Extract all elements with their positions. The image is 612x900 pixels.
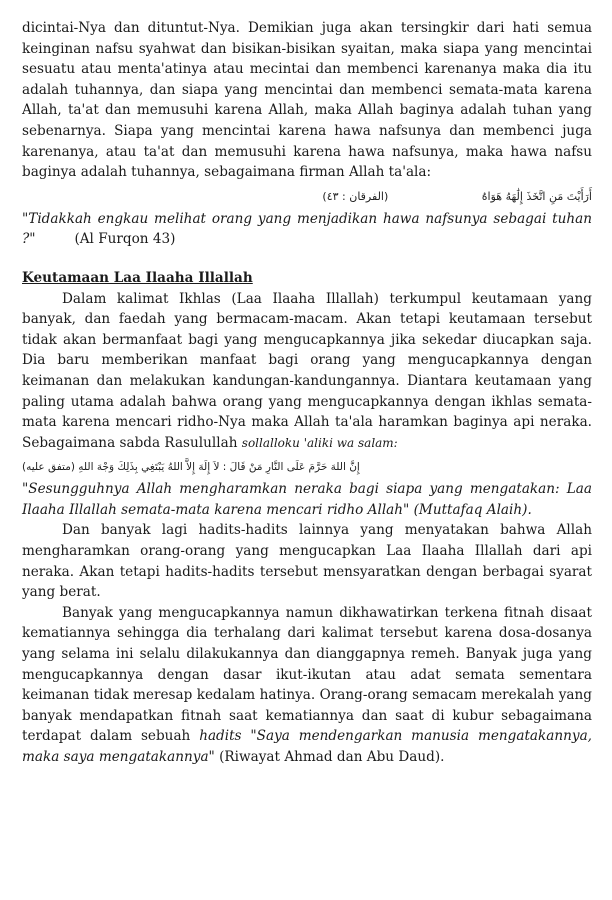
paragraph-fitnah <box>22 603 592 768</box>
paragraph-intro: dicintai-Nya dan dituntut-Nya. Demikian juga akan tersingkir dari hati semua keinginan nafsu syahwat dan bisikan-bisikan syaitan, maka siapa yang mencintai sesuatu atau menta'atinya atau mecintai dan membenci karenanya maka dia itu adalah tuhannya, dan siapa yang mencintai dan membenci semata-mata karena Allah, ta'at dan memusuhi karena Allah, maka Allah baginya adalah tuhan yang sebenarnya. Siapa yang mencintai karena hawa nafsunya dan membenci juga karenanya, atau ta'at dan memusuhi karena hawa nafsunya, maka hawa nafsu baginya adalah tuhannya, sebagaimana firman Allah ta'ala: <box>22 20 592 181</box>
arabic-hadith: إِنَّ اللهَ حَرَّمَ عَلَى النَّارِ مَنْ قَالَ : لاَ إِلَهَ إِلاَّ اللهُ يَبْتَغِي بِذَلِكَ وَجْهَ اللهِ (متفق عليه) <box>22 461 360 474</box>
hadith-quote-inline: hadits "Saya mendengarkan manusia mengatakannya, maka saya mengatakannya" <box>22 728 592 765</box>
verse-translation-text: "Tidakkah engkau melihat orang yang menjadikan hawa nafsunya sebagai tuhan ?" <box>22 210 592 248</box>
paragraph-virtue <box>22 289 592 454</box>
paragraph-fitnah-text: Banyak yang mengucapkannya namun dikhawatirkan terkena fitnah disaat kematiannya sehingga dia terhalang dari kalimat tersebut karena dosa-dosanya yang selama ini selalu dilakukannya dan dianggapnya remeh. Banyak juga yang mengucapkannya dengan dasar ikut-ikutan atau adat semata sementara keimanan tidak meresap kedalam hatinya. Orang-orang semacam merekalah yang banyak mendapatkan fitnah saat kematiannya dan saat di kubur sebagaimana terdapat dalam sebuah <box>22 604 592 745</box>
arabic-verse-text: أَرَأَيْتَ مَنِ اتَّخَذَ إِلَٰهَهُ هَوَاهُ <box>481 189 592 203</box>
hadith-source: (Riwayat Ahmad dan Abu Daud). <box>219 749 445 765</box>
document-page <box>22 18 592 768</box>
verse-citation: (Al Furqon 43) <box>74 231 176 248</box>
hadith-translation: "Sesungguhnya Allah mengharamkan neraka bagi siapa yang mengatakan: Laa Ilaaha Illallah semata-mata karena mencari ridho Allah" (Muttafaq Alaih). <box>22 481 592 518</box>
verse-translation <box>22 209 592 250</box>
section-heading: Keutamaan Laa Ilaaha Illallah <box>22 269 253 286</box>
arabic-verse <box>22 187 592 207</box>
salam-phrase: sollalloku 'aliki wa salam: <box>241 435 398 450</box>
paragraph-hadiths: Dan banyak lagi hadits-hadits lainnya yang menyatakan bahwa Allah mengharamkan orang-orang yang mengucapkan Laa Ilaaha Illallah dari api neraka. Akan tetapi hadits-hadits tersebut mensyaratkan dengan berbagai syarat yang berat. <box>22 522 592 601</box>
arabic-verse-reference: (الفرقان : ٤٣) <box>322 189 389 203</box>
paragraph-virtue-text: Dalam kalimat Ikhlas (Laa Ilaaha Illallah) terkumpul keutamaan yang banyak, dan faedah yang bermacam-macam. Akan tetapi keutamaan tersebut tidak akan bermanfaat bagi yang mengucapkannya jika sekedar diucapkan saja. Dia baru memberikan manfaat bagi orang yang mengucapkannya dengan keimanan dan melakukan kandungan-kandungannya. Diantara keutamaan yang paling utama adalah bahwa orang yang mengucapkannya dengan ikhlas semata-mata karena mencari ridho-Nya maka Allah ta'ala haramkan baginya api neraka. Sebagaimana sabda Rasulullah <box>22 290 592 451</box>
